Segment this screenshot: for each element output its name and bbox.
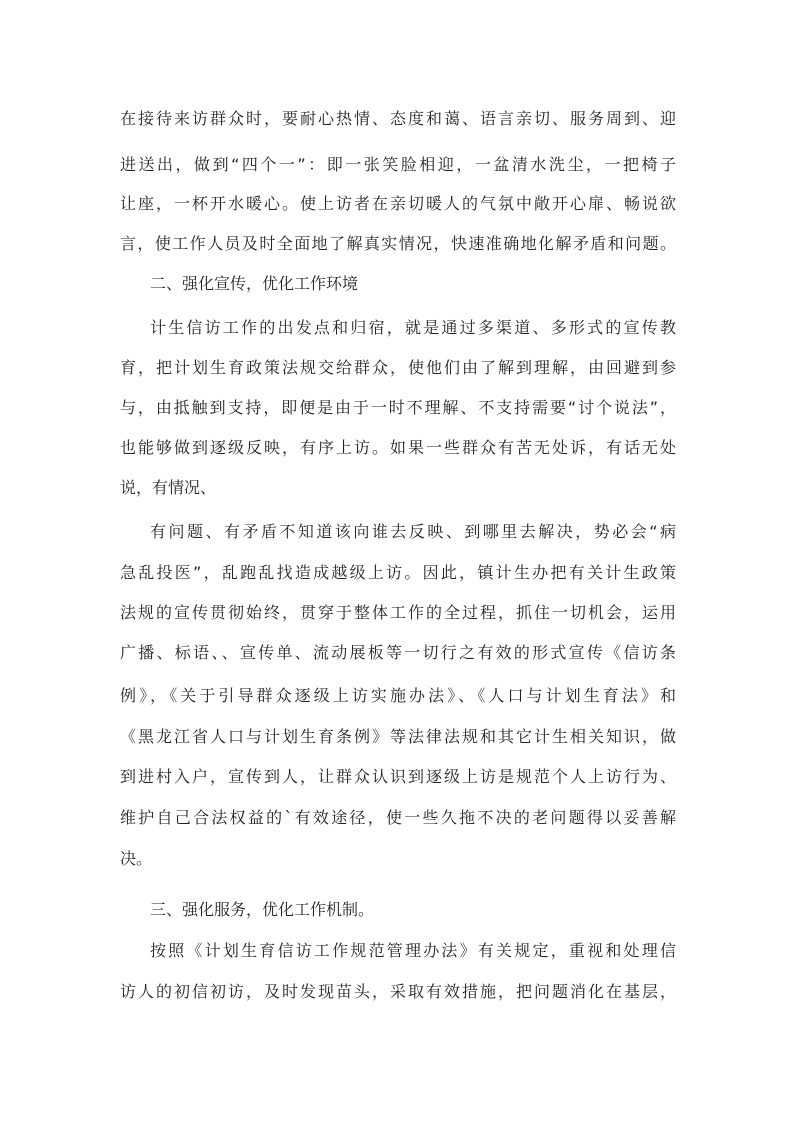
- paragraph-line: 让座，一杯开水暖心。使上访者在亲切暖人的气氛中敞开心扉、畅说欲: [120, 194, 676, 213]
- paragraph-line: 决。: [120, 849, 153, 868]
- paragraph-line: 也能够做到逐级反映，有序上访。如果一些群众有苦无处诉，有话无处: [120, 438, 676, 457]
- section-heading: 二、强化宣传，优化工作环境: [150, 274, 359, 293]
- paragraph-line: 广播、标语、、宣传单、流动展板等一切行之有效的形式宣传《信访条: [120, 643, 676, 662]
- paragraph-line: 说，有情况、: [120, 478, 217, 497]
- paragraph-line: 急乱投医”，乱跑乱找造成越级上访。因此，镇计生办把有关计生政策: [120, 563, 676, 582]
- paragraph-line: 言，使工作人员及时全面地了解真实情况，快速准确地化解矛盾和问题。: [120, 234, 676, 253]
- paragraph-line: 访人的初信初访，及时发现苗头，采取有效措施，把问题消化在基层，: [120, 982, 676, 1001]
- paragraph-line: 按照《计划生育信访工作规范管理办法》有关规定，重视和处理信: [150, 941, 676, 960]
- paragraph-line: 有问题、有矛盾不知道该向谁去反映、到哪里去解决，势必会“病: [150, 522, 676, 541]
- paragraph-line: 维护自己合法权益的`有效途径，使一些久拖不决的老问题得以妥善解: [120, 808, 676, 827]
- paragraph-line: 例》，《关于引导群众逐级上访实施办法》、《人口与计划生育法》和: [120, 686, 676, 705]
- paragraph-line: 《黑龙江省人口与计划生育条例》等法律法规和其它计生相关知识，做: [120, 727, 676, 746]
- paragraph-line: 计生信访工作的出发点和归宿，就是通过多渠道、多形式的宣传教: [150, 318, 676, 337]
- paragraph-line: 在接待来访群众时，要耐心热情、态度和蔼、语言亲切、服务周到、迎: [120, 109, 676, 128]
- paragraph-line: 进送出，做到“四个一”：即一张笑脸相迎，一盆清水洗尘，一把椅子: [120, 155, 676, 174]
- paragraph-line: 到进村入户，宣传到人，让群众认识到逐级上访是规范个人上访行为、: [120, 767, 676, 786]
- paragraph-line: 法规的宣传贯彻始终，贯穿于整体工作的全过程，抓住一切机会，运用: [120, 603, 676, 622]
- paragraph-line: 与，由抵触到支持，即便是由于一时不理解、不支持需要“讨个说法”，: [120, 398, 676, 417]
- section-heading: 三、强化服务，优化工作机制。: [150, 900, 375, 919]
- paragraph-line: 育，把计划生育政策法规交给群众，使他们由了解到理解，由回避到参: [120, 358, 676, 377]
